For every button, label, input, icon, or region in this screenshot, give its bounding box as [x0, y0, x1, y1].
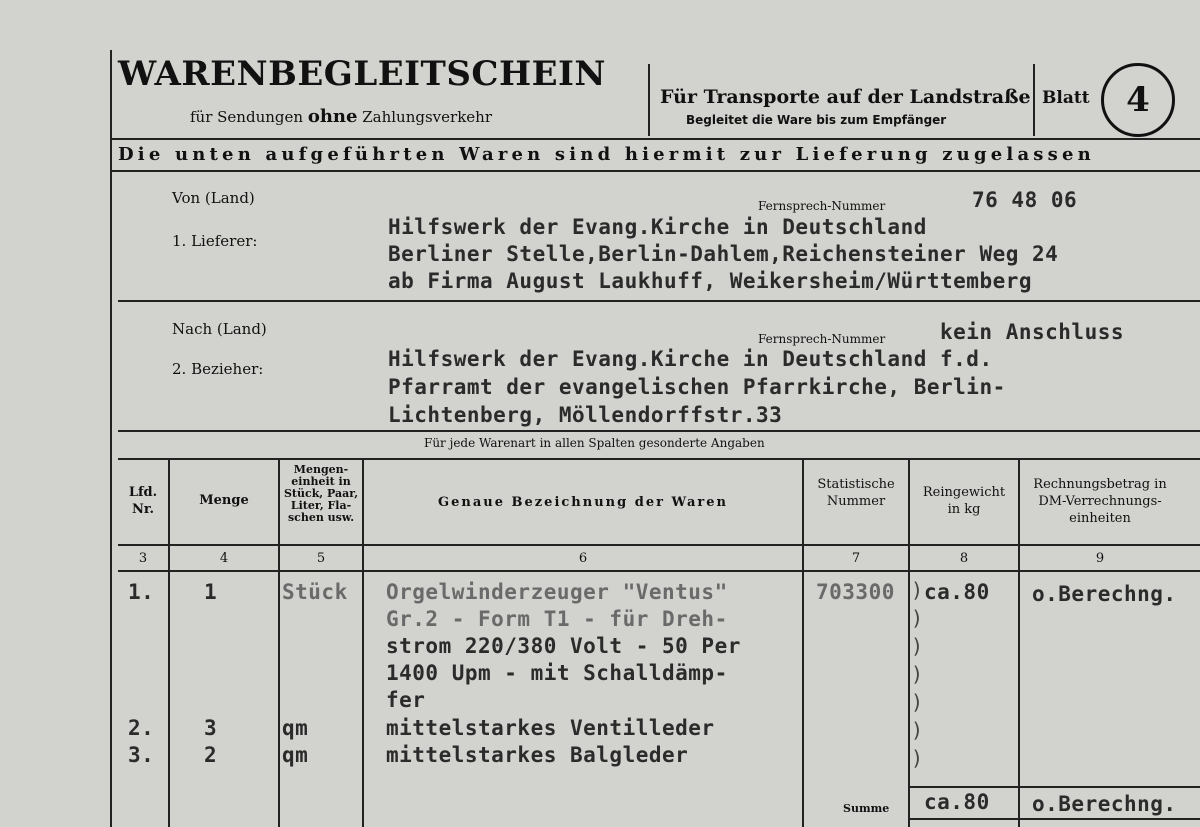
summe-label: Summe [843, 802, 890, 815]
header-stat [804, 476, 908, 510]
header-betrag-line-2: DM-Verrechnungs- [1038, 494, 1162, 509]
col-line-1 [168, 460, 170, 827]
header-einheit [280, 464, 362, 524]
table-top-rule [118, 458, 1200, 460]
header-betrag-line-1: Rechnungsbetrag in [1033, 477, 1167, 492]
recipient-phone-label: Fernsprech-Nummer [758, 332, 886, 346]
header-bezeichnung: Genaue Bezeichnung der Waren [438, 495, 728, 510]
sender-land-label: Von (Land) [172, 189, 255, 207]
recipient-phone: kein Anschluss [940, 320, 1125, 344]
header-stat-line-2: Nummer [826, 494, 886, 509]
recipient-role-label: 2. Bezieher: [172, 360, 264, 378]
header-einheit-line-3: Stück, Paar, [283, 487, 359, 500]
header-betrag [1020, 476, 1180, 527]
subtitle-post: Zahlungsverkehr [362, 108, 492, 126]
summe-bottom-rule [908, 818, 1200, 820]
row-1-desc-line-5: fer [386, 688, 426, 712]
table-note: Für jede Warenart in allen Spalten gesonderte Angaben [424, 436, 765, 450]
summe-top-rule [908, 786, 1200, 788]
row-2-menge: 3 [204, 716, 218, 740]
row-3-menge: 2 [204, 743, 218, 767]
col-number-8: 8 [959, 551, 969, 566]
transport-heading: Für Transporte auf der Landstraße [660, 86, 1031, 108]
header-einheit-line-5: schen usw. [287, 511, 355, 524]
header-lfd-line-2: Nr. [131, 502, 155, 517]
sender-phone-label: Fernsprech-Nummer [758, 199, 886, 213]
paren-mark: ) [911, 746, 924, 770]
row-2-desc: mittelstarkes Ventilleder [386, 716, 715, 740]
paren-mark: ) [911, 578, 924, 602]
paren-mark: ) [911, 606, 924, 630]
col-number-3: 3 [138, 551, 148, 566]
paren-mark: ) [911, 662, 924, 686]
row-1-menge: 1 [204, 580, 218, 604]
form-left-border [110, 50, 112, 827]
row-1-gewicht: ca.80 [924, 580, 990, 604]
banner-bottom-rule [110, 170, 1200, 172]
header-bottom-rule [118, 544, 1200, 546]
paren-mark: ) [911, 718, 924, 742]
row-1-desc-line-1: Orgelwinderzeuger "Ventus" [386, 580, 728, 604]
col-number-4: 4 [219, 551, 229, 566]
row-3-einheit: qm [282, 743, 309, 767]
paren-mark: ) [911, 634, 924, 658]
sender-line-2: Berliner Stelle,Berlin-Dahlem,Reichensteiner Weg 24 [388, 242, 1059, 266]
recipient-line-1: Hilfswerk der Evang.Kirche in Deutschland f.d. [388, 347, 993, 371]
header-lfd [118, 484, 168, 518]
header-gewicht [910, 484, 1018, 518]
recipient-bottom-rule [118, 430, 1200, 432]
summe-gewicht: ca.80 [924, 790, 990, 814]
row-1-nr: 1. [128, 580, 155, 604]
transport-subheading: Begleitet die Ware bis zum Empfänger [686, 113, 947, 127]
recipient-land-label: Nach (Land) [172, 320, 267, 338]
header-divider-1 [648, 64, 650, 136]
header-divider-2 [1033, 64, 1035, 136]
recipient-line-2: Pfarramt der evangelischen Pfarrkirche, Berlin- [388, 375, 1006, 399]
form-subtitle [190, 106, 492, 127]
header-gewicht-line-1: Reingewicht [922, 485, 1006, 500]
summe-betrag: o.Berechng. [1032, 792, 1177, 816]
header-einheit-line-1: Mengen- [293, 463, 349, 476]
row-3-desc: mittelstarkes Balgleder [386, 743, 689, 767]
col-number-6: 6 [578, 551, 588, 566]
row-3-nr: 3. [128, 743, 155, 767]
row-1-desc-line-2: Gr.2 - Form T1 - für Dreh- [386, 607, 728, 631]
header-betrag-line-3: einheiten [1069, 511, 1131, 526]
blatt-label: Blatt [1042, 88, 1090, 108]
row-1-einheit: Stück [282, 580, 348, 604]
header-gewicht-line-2: in kg [947, 502, 981, 517]
colnum-bottom-rule [118, 570, 1200, 572]
subtitle-bold: ohne [307, 106, 358, 127]
form-title: WARENBEGLEITSCHEIN [118, 54, 606, 94]
col-number-9: 9 [1095, 551, 1105, 566]
header-stat-line-1: Statistische [817, 477, 895, 492]
row-1-stat: 703300 [816, 580, 895, 604]
col-line-4 [802, 460, 804, 827]
header-einheit-line-4: Liter, Fla- [290, 499, 352, 512]
sender-role-label: 1. Lieferer: [172, 232, 258, 250]
blatt-number: 4 [1101, 63, 1175, 137]
subtitle-pre: für Sendungen [190, 108, 304, 126]
sender-phone: 76 48 06 [972, 188, 1078, 212]
sender-line-3: ab Firma August Laukhuff, Weikersheim/Württemberg [388, 269, 1033, 293]
col-number-5: 5 [316, 551, 326, 566]
banner-top-rule [110, 138, 1200, 140]
row-2-nr: 2. [128, 716, 155, 740]
header-lfd-line-1: Lfd. [128, 485, 158, 500]
row-1-desc-line-3: strom 220/380 Volt - 50 Per [386, 634, 741, 658]
row-1-betrag: o.Berechng. [1032, 582, 1177, 606]
paren-mark: ) [911, 690, 924, 714]
sender-line-1: Hilfswerk der Evang.Kirche in Deutschland [388, 215, 927, 239]
header-einheit-line-2: einheit in [291, 475, 351, 488]
col-line-3 [362, 460, 364, 827]
col-number-7: 7 [851, 551, 861, 566]
sender-bottom-rule [118, 300, 1200, 302]
header-menge: Menge [199, 493, 249, 508]
recipient-line-3: Lichtenberg, Möllendorffstr.33 [388, 403, 783, 427]
banner-text: Die unten aufgeführten Waren sind hiermit zur Lieferung zugelassen [118, 144, 1095, 165]
row-2-einheit: qm [282, 716, 309, 740]
row-1-desc-line-4: 1400 Upm - mit Schalldämp- [386, 661, 728, 685]
